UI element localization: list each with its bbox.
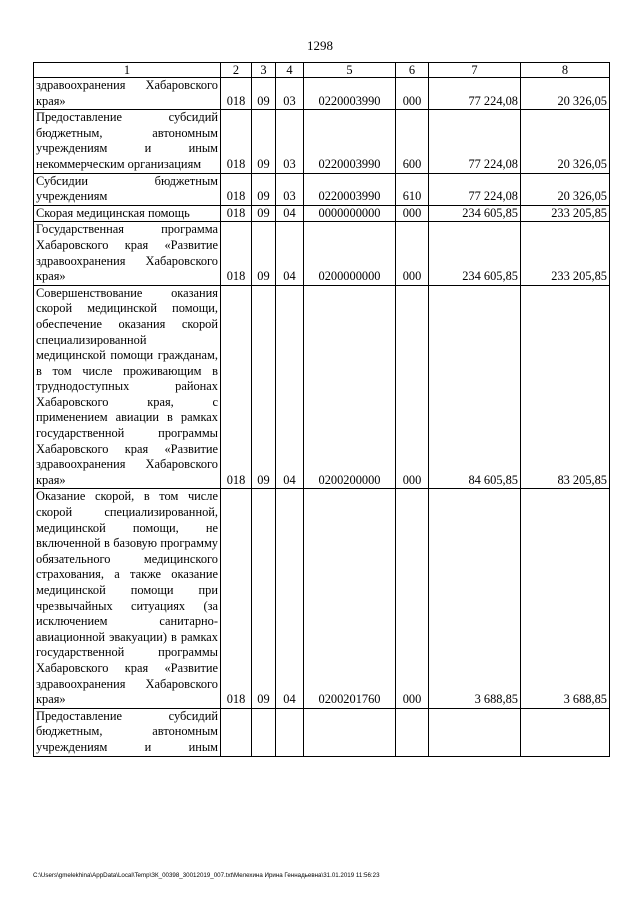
cell-target-article: 0220003990: [304, 173, 396, 205]
budget-table: [33, 62, 610, 757]
row-name: Скорая медицинская помощь: [34, 205, 221, 222]
cell-target-article: [304, 708, 396, 756]
cell-subsection: 04: [276, 222, 304, 285]
cell-section: 09: [252, 173, 276, 205]
table-row: [34, 489, 610, 708]
cell-amount-plan: 3 688,85: [429, 489, 521, 708]
cell-admin-code: 018: [221, 173, 252, 205]
row-name: Предоставление субсидий бюджетным, автономным учреждениям и иным некоммерческим организациям: [34, 110, 221, 173]
cell-admin-code: 018: [221, 110, 252, 173]
cell-admin-code: [221, 708, 252, 756]
cell-amount-plan: 77 224,08: [429, 78, 521, 110]
cell-target-article: 0200201760: [304, 489, 396, 708]
row-name: здравоохранения Хабаровского края»: [34, 78, 221, 110]
cell-section: [252, 708, 276, 756]
cell-section: 09: [252, 78, 276, 110]
cell-target-article: 0000000000: [304, 205, 396, 222]
column-header: 3: [252, 63, 276, 78]
cell-amount-fact: 20 326,05: [521, 78, 610, 110]
row-name: Субсидии бюджетным учреждениям: [34, 173, 221, 205]
cell-amount-plan: 84 605,85: [429, 285, 521, 489]
cell-amount-fact: 233 205,85: [521, 205, 610, 222]
table-row: [34, 205, 610, 222]
cell-expense-type: 000: [396, 285, 429, 489]
column-header: 7: [429, 63, 521, 78]
cell-subsection: [276, 708, 304, 756]
column-header: 6: [396, 63, 429, 78]
row-name: Государственная программа Хабаровского края «Развитие здравоохранения Хабаровского края»: [34, 222, 221, 285]
cell-amount-plan: 77 224,08: [429, 173, 521, 205]
cell-amount-plan: [429, 708, 521, 756]
cell-admin-code: 018: [221, 78, 252, 110]
column-header: 1: [34, 63, 221, 78]
table-row: [34, 78, 610, 110]
page-number: 1298: [307, 38, 333, 53]
file-path-footer: C:\Users\gmelekhina\AppData\Local\Temp\ЗК_00398_30012019_007.txt\Мелехина Ирина Геннадьевна\31.01.2019 11:56:23: [33, 872, 380, 879]
column-header: 8: [521, 63, 610, 78]
column-header: 4: [276, 63, 304, 78]
table-row: [34, 110, 610, 173]
table-row: [34, 173, 610, 205]
cell-target-article: 0200000000: [304, 222, 396, 285]
cell-expense-type: 000: [396, 78, 429, 110]
cell-expense-type: 000: [396, 222, 429, 285]
row-name: Предоставление субсидий бюджетным, автономным учреждениям и иным: [34, 708, 221, 756]
cell-target-article: 0200200000: [304, 285, 396, 489]
cell-section: 09: [252, 489, 276, 708]
cell-amount-fact: [521, 708, 610, 756]
cell-amount-plan: 77 224,08: [429, 110, 521, 173]
cell-amount-fact: 83 205,85: [521, 285, 610, 489]
cell-subsection: 03: [276, 110, 304, 173]
cell-section: 09: [252, 222, 276, 285]
cell-admin-code: 018: [221, 205, 252, 222]
cell-amount-plan: 234 605,85: [429, 205, 521, 222]
cell-amount-fact: 233 205,85: [521, 222, 610, 285]
cell-subsection: 04: [276, 489, 304, 708]
cell-subsection: 04: [276, 205, 304, 222]
column-header: 2: [221, 63, 252, 78]
cell-expense-type: 600: [396, 110, 429, 173]
cell-section: 09: [252, 110, 276, 173]
cell-section: 09: [252, 285, 276, 489]
cell-admin-code: 018: [221, 285, 252, 489]
cell-expense-type: 610: [396, 173, 429, 205]
cell-expense-type: 000: [396, 205, 429, 222]
cell-target-article: 0220003990: [304, 110, 396, 173]
cell-expense-type: 000: [396, 489, 429, 708]
table-row: [34, 708, 610, 756]
row-name: Оказание скорой, в том числе скорой специализированной, медицинской помощи, не включенной в базовую программу обязательного медицинского страхования, а также оказание медицинской помощи при чрезвычайных ситуациях (за исключением санитарно-авиационной эвакуации) в рамках государственной программы Хабаровского края «Развитие здравоохранения Хабаровского края»: [34, 489, 221, 708]
cell-admin-code: 018: [221, 222, 252, 285]
cell-subsection: 04: [276, 285, 304, 489]
cell-admin-code: 018: [221, 489, 252, 708]
row-name: Совершенствование оказания скорой медицинской помощи, обеспечение оказания скорой специализированной медицинской помощи гражданам, в том числе проживающим в труднодоступных районах Хабаровского края, с применением авиации в рамках государственной программы Хабаровского края «Развитие здравоохранения Хабаровского края»: [34, 285, 221, 489]
cell-target-article: 0220003990: [304, 78, 396, 110]
table-header-row: [34, 63, 610, 78]
cell-amount-plan: 234 605,85: [429, 222, 521, 285]
column-header: 5: [304, 63, 396, 78]
cell-section: 09: [252, 205, 276, 222]
cell-amount-fact: 20 326,05: [521, 173, 610, 205]
cell-amount-fact: 20 326,05: [521, 110, 610, 173]
cell-expense-type: [396, 708, 429, 756]
table-row: [34, 222, 610, 285]
table-row: [34, 285, 610, 489]
cell-amount-fact: 3 688,85: [521, 489, 610, 708]
cell-subsection: 03: [276, 173, 304, 205]
cell-subsection: 03: [276, 78, 304, 110]
